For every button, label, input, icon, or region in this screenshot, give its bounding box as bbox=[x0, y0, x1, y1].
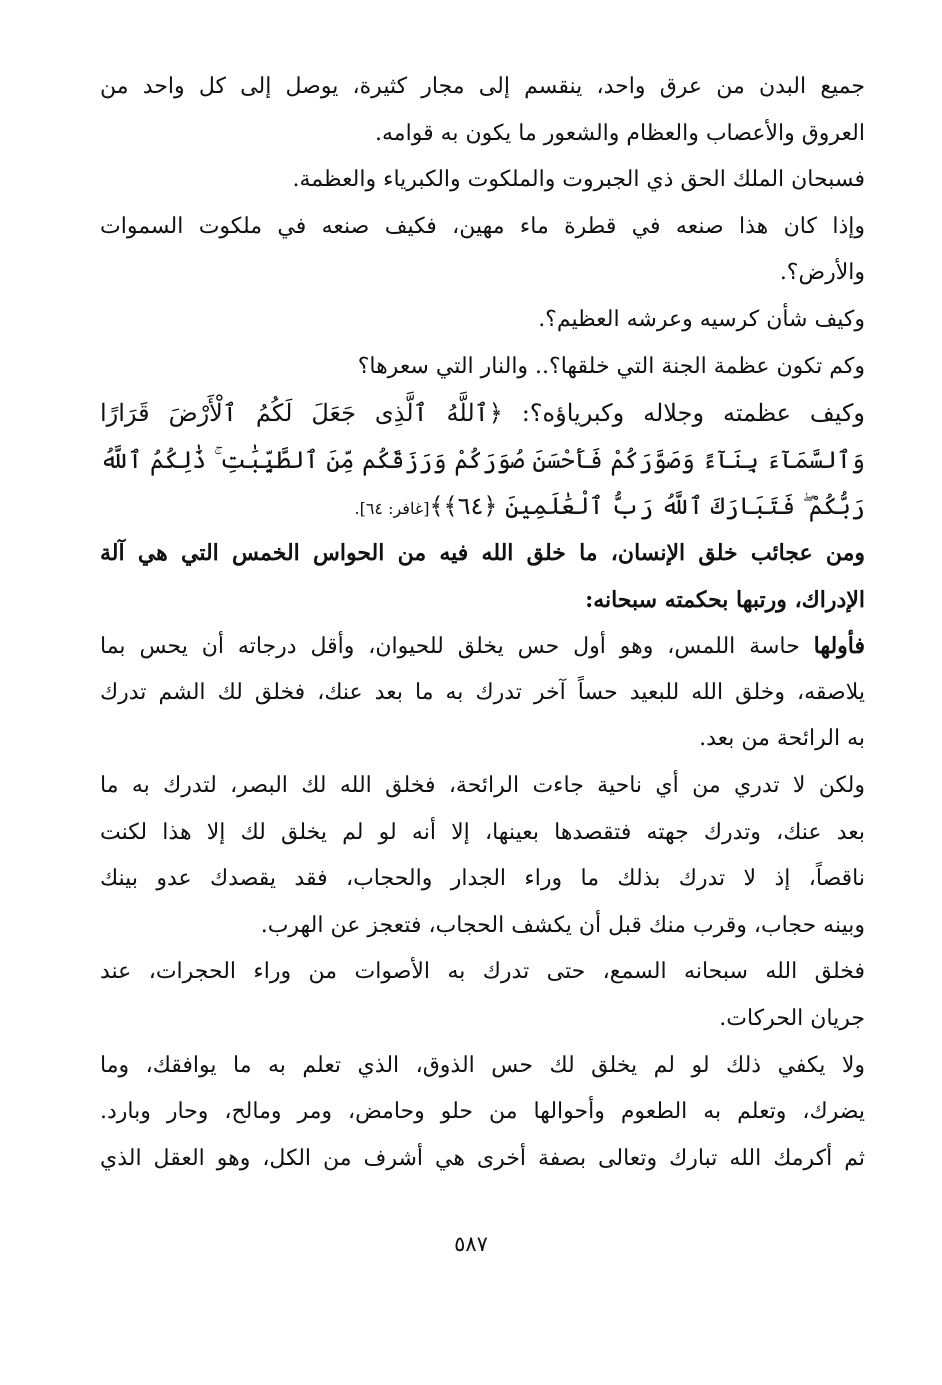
text-line bbox=[100, 528, 865, 578]
text-line bbox=[100, 202, 865, 252]
line-text: يلاصقه، وخلق الله للبعيد حساً آخر تدرك به ما بعد عنك، فخلق لك الشم تدرك bbox=[100, 679, 865, 705]
line-text: وإذا كان هذا صنعه في قطرة ماء مهين، فكيف صنعه في ملكوت السموات bbox=[100, 213, 865, 239]
text-line bbox=[100, 62, 865, 112]
line-text: حاسة اللمس، وهو أول حس يخلق للحيوان، وأقل درجاته أن يحس بما bbox=[100, 634, 814, 660]
quran-verse-line bbox=[100, 481, 865, 531]
text-line bbox=[100, 994, 865, 1044]
text-line bbox=[100, 854, 865, 904]
text-line bbox=[100, 575, 865, 625]
lead-word: فأولها bbox=[813, 633, 865, 660]
line-text: رَبُّكُمْ ۖ فَتَبَارَكَ ٱللَّهُ رَبُّ ٱلْعَٰلَمِينَ ﴿٦٤﴾﴾ bbox=[429, 492, 865, 521]
line-text: يضرك، وتعلم به الطعوم وأحوالها من حلو وحامض، ومر ومالح، وحار وبارد. bbox=[100, 1099, 865, 1125]
text-line bbox=[100, 668, 865, 718]
line-text: ولا يكفي ذلك لو لم يخلق لك حس الذوق، الذي تعلم به ما يوافقك، وما bbox=[100, 1052, 865, 1078]
verse-citation: [غافر: ٦٤]. bbox=[354, 499, 430, 519]
text-line bbox=[100, 1087, 865, 1137]
text-line bbox=[100, 109, 865, 159]
line-text: وبينه حجاب، وقرب منك قبل أن يكشف الحجاب، فتعجز عن الهرب. bbox=[260, 912, 865, 938]
text-line bbox=[100, 808, 865, 858]
text-line bbox=[100, 1041, 865, 1091]
text-line bbox=[100, 761, 865, 811]
line-text: ومن عجائب خلق الإنسان، ما خلق الله فيه من الحواس الخمس التي هي آلة bbox=[100, 540, 865, 566]
line-text: ولكن لا تدري من أي ناحية جاءت الرائحة، فخلق الله لك البصر، لتدرك به ما bbox=[100, 773, 865, 798]
text-line bbox=[100, 248, 865, 298]
line-text: وكم تكون عظمة الجنة التي خلقها؟.. والنار التي سعرها؟ bbox=[357, 353, 865, 379]
line-text: وكيف شأن كرسيه وعرشه العظيم؟. bbox=[538, 307, 865, 332]
line-text: بعد عنك، وتدرك جهته فتقصدها بعينها، إلا أنه لو لم يخلق لك إلا هذا لكنت bbox=[100, 819, 865, 845]
page-number: ٥٨٧ bbox=[454, 1232, 488, 1256]
line-text: وكيف عظمته وجلاله وكبرياؤه؟: ﴿ٱللَّهُ ٱلَّذِى جَعَلَ لَكُمُ ٱلْأَرْضَ قَرَارًا bbox=[100, 399, 865, 428]
quran-verse-line bbox=[100, 435, 865, 485]
line-text: العروق والأعصاب والعظام والشعور ما يكون به قوامه. bbox=[375, 120, 865, 146]
text-line bbox=[100, 947, 865, 997]
line-text: جميع البدن من عرق واحد، ينقسم إلى مجار كثيرة، يوصل إلى كل واحد من bbox=[100, 74, 865, 99]
line-text: ناقصاً، إذ لا تدرك بذلك ما وراء الجدار والحجاب، فقد يقصدك عدو بينك bbox=[100, 866, 865, 892]
text-line bbox=[100, 295, 865, 345]
text-line bbox=[100, 1134, 865, 1184]
line-text: به الرائحة من بعد. bbox=[699, 726, 865, 752]
quran-verse-line bbox=[100, 388, 865, 438]
text-line bbox=[100, 155, 865, 205]
text-line bbox=[100, 714, 865, 764]
line-text: فسبحان الملك الحق ذي الجبروت والملكوت والكبرياء والعظمة. bbox=[292, 167, 865, 193]
line-text: ثم أكرمك الله تبارك وتعالى بصفة أخرى هي أشرف من الكل، وهو العقل الذي bbox=[100, 1145, 865, 1171]
text-line bbox=[100, 901, 865, 951]
text-line bbox=[100, 621, 865, 671]
line-text: جريان الحركات. bbox=[719, 1006, 865, 1031]
line-text: والأرض؟. bbox=[779, 260, 865, 286]
line-text: الإدراك، ورتبها بحكمته سبحانه: bbox=[585, 586, 865, 613]
line-text: وَٱلسَّمَآءَ بِنَآءً وَصَوَّرَكُمْ فَأَحْسَنَ صُوَرَكُمْ وَرَزَقَكُم مِّنَ ٱلطَّيِّبَٰتِ ۚ ذَٰلِكُمُ ٱللَّهُ bbox=[100, 445, 865, 474]
line-text: فخلق الله سبحانه السمع، حتى تدرك به الأصوات من وراء الحجرات، عند bbox=[100, 959, 865, 985]
text-line bbox=[100, 342, 865, 392]
